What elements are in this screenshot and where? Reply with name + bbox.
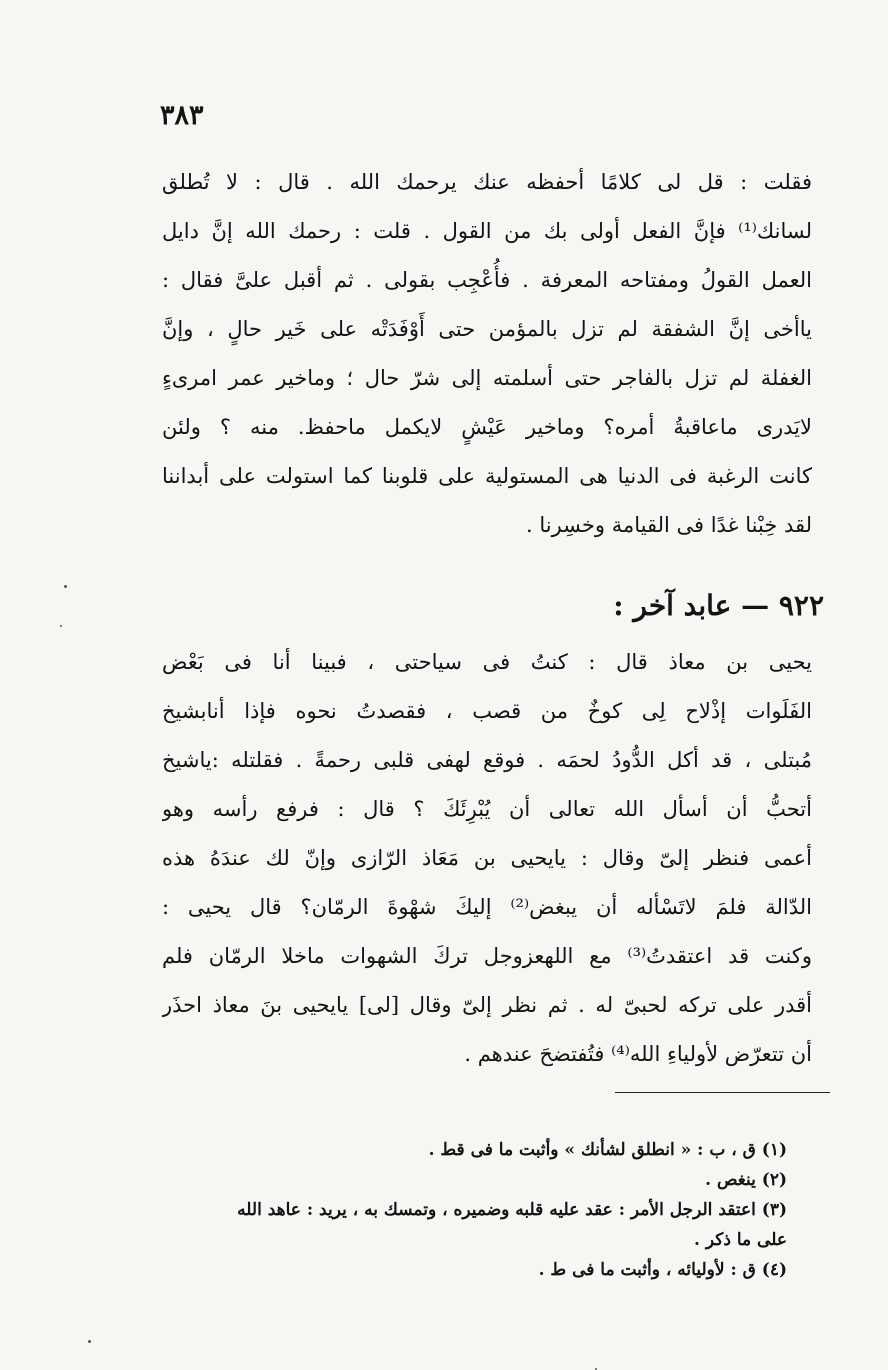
paragraph-2-line: مُبتلى ، قد أكل الدُّودُ لحمَه . فوقع لهفى قلبى رحمةً . فقلتله :ياشيخ	[162, 748, 812, 772]
footnote-3-continuation: على ما ذكر .	[694, 1230, 787, 1250]
paragraph-1-line: كانت الرغبة فى الدنيا هى المستولية على قلوبنا كما استولت على أبداننا	[162, 464, 812, 488]
footnote-divider	[615, 1092, 830, 1093]
paragraph-1-line: فقلت : قل لى كلامًا أحفظه عنك يرحمك الله . قال : لا تُطلق	[162, 170, 812, 194]
paper-speck	[88, 1340, 91, 1343]
footnote-1: (١) ق ، ب : « انطلق لشأنك » وأثبت ما فى قط .	[428, 1140, 787, 1160]
footnote-3: (٣) اعتقد الرجل الأمر : عقد عليه قلبه وضميره ، وتمسك به ، يريد : عاهد الله	[237, 1200, 787, 1220]
paragraph-2-line: الدّالة فلمَ لاتَسْأله أن يبغض⁽²⁾ إليكَ شهْوةَ الرمّان؟ قال يحيى :	[162, 895, 812, 919]
paragraph-1-line: الغفلة لم تزل بالفاجر حتى أسلمته إلى شرّ حال ؛ وماخير عمر امرىءٍ	[162, 366, 812, 390]
paragraph-2-line: يحيى بن معاذ قال : كنتُ فى سياحتى ، فبينا أنا فى بَعْض	[162, 650, 812, 674]
footnote-4: (٤) ق : لأوليائه ، وأثبت ما فى ط .	[538, 1260, 787, 1280]
paragraph-2-line: أتحبُّ أن أسأل الله تعالى أن يُبْرِئَكَ ؟ قال : فرفع رأسه وهو	[162, 797, 812, 821]
paragraph-1-line: لقد خِبْنا غدًا فى القيامة وخسِرنا .	[526, 513, 812, 537]
footnotes	[162, 1135, 787, 1285]
paragraph-2-line: الفَلَوات إذْلاح لِى كوخٌ من قصب ، فقصدتُ نحوه فإذا أنابشيخ	[162, 699, 812, 723]
paragraph-2-line: وكنت قد اعتقدتُ⁽³⁾ مع اللهعزوجل تركَ الشهوات ماخلا الرمّان فلم	[162, 944, 812, 968]
paragraph-1	[162, 158, 812, 550]
paragraph-2-line: أعمى فنظر إلىّ وقال : يايحيى بن مَعَاذ الرّازى وإنّ لك عندَهُ هذه	[162, 846, 812, 870]
paragraph-1-line: ياأخى إنَّ الشفقة لم تزل بالمؤمن حتى أَوْفَدَتْه على خَير حالٍ ، وإنَّ	[162, 317, 812, 341]
paragraph-2	[162, 638, 812, 1079]
paragraph-1-line: العمل القولُ ومفتاحه المعرفة . فأُعْجِب بقولى . ثم أقبل علىَّ فقال :	[162, 268, 812, 292]
paragraph-2-line: أن تتعرّض لأولياءِ الله⁽⁴⁾ فتُفتضحَ عندهم .	[464, 1042, 812, 1066]
paragraph-1-line: لسانك⁽¹⁾ فإنَّ الفعل أولى بك من القول . قلت : رحمك الله إنَّ دايل	[162, 219, 812, 243]
paper-speck	[60, 625, 62, 627]
paper-speck	[64, 585, 67, 588]
paragraph-2-line: أقدر على تركه لحبىّ له . ثم نظر إلىّ وقال [لى] يايحيى بنَ معاذ احذَر	[162, 993, 812, 1017]
footnote-2: (٢) ينغص .	[705, 1170, 787, 1190]
section-heading: ٩٢٢ — عابد آخر :	[613, 589, 824, 622]
paragraph-1-line: لايَدرى ماعاقبةُ أمره؟ وماخير عَيْشٍ لايكمل ماحفظ. منه ؟ ولئن	[162, 415, 812, 439]
page-number: ٣٨٣	[160, 100, 204, 131]
